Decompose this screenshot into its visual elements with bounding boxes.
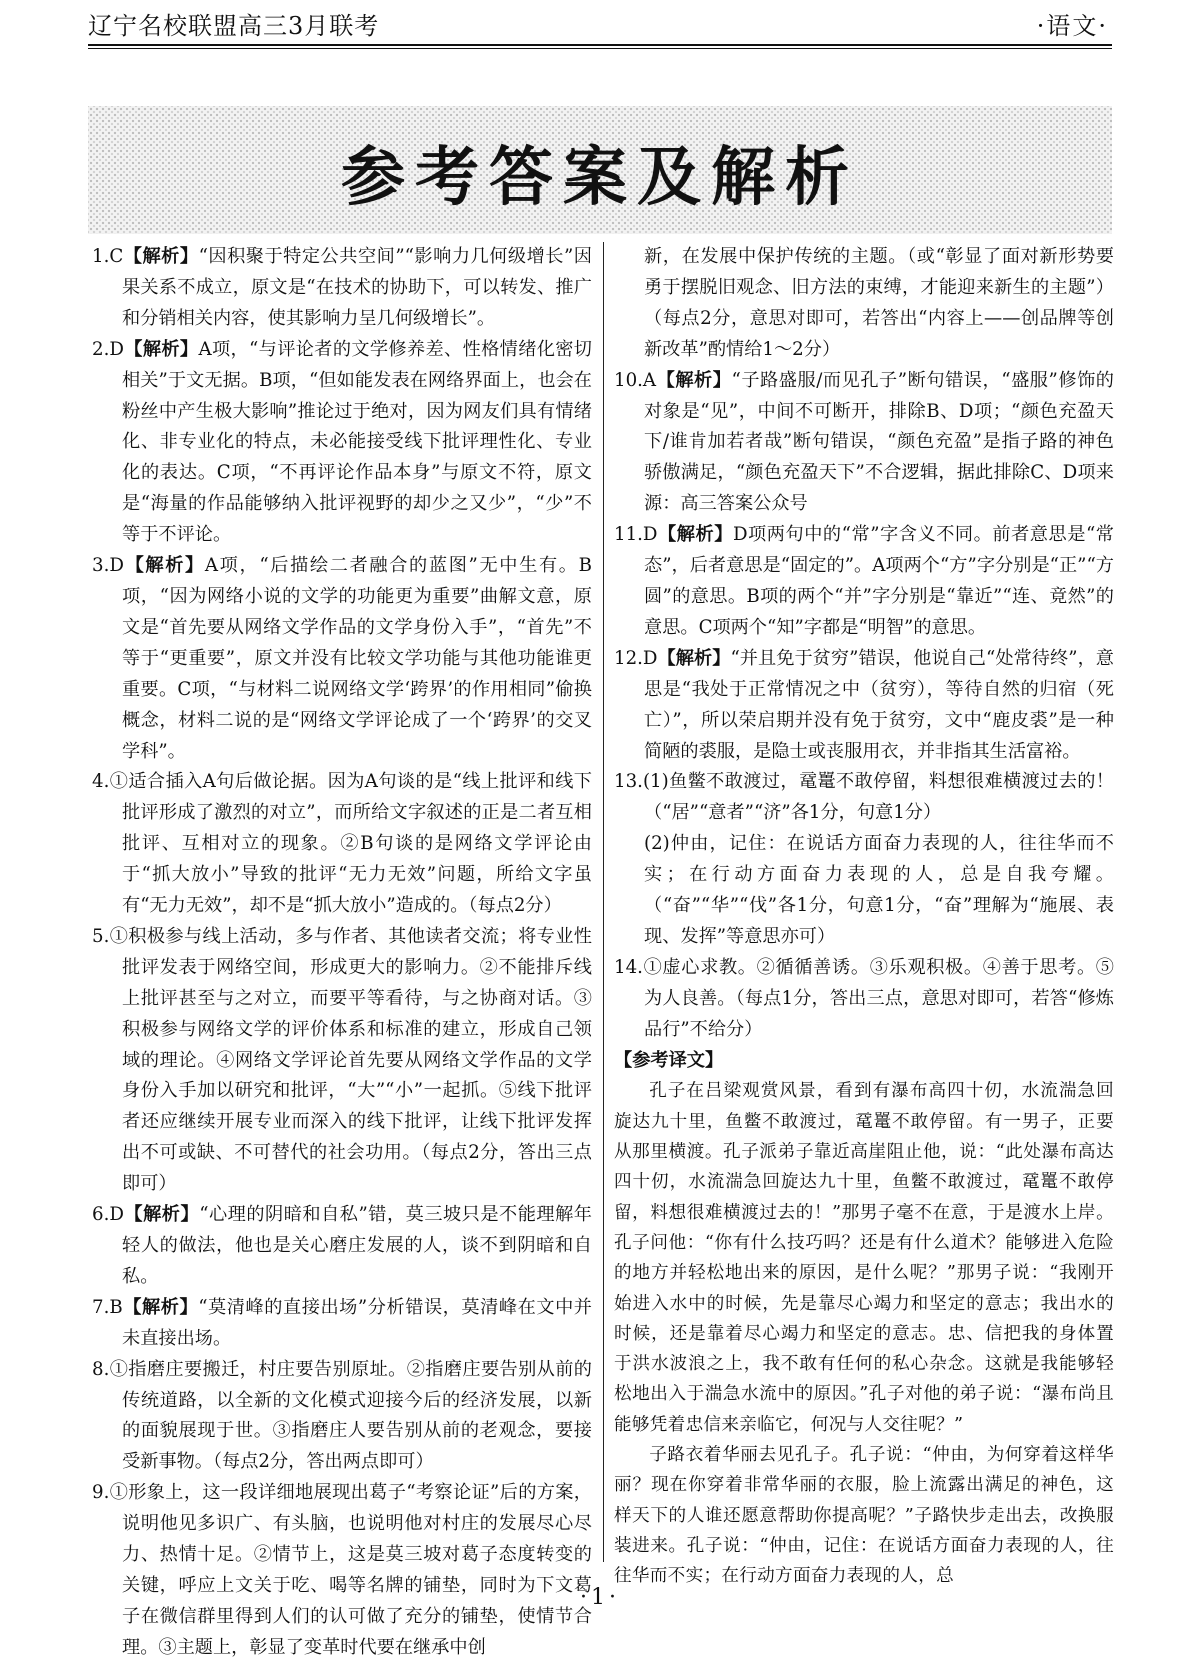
analysis-tag: 【解析】: [123, 338, 199, 360]
answer-9-continuation: 新，在发展中保护传统的主题。（或“彰显了面对新形势要勇于摆脱旧观念、旧方法的束缚，才能迎来新生的主题”）（每点2分，意思对即可，若答出“内容上——创品牌等创新改革”酌情给1～2分）: [644, 246, 1114, 360]
header-subject: ·语文·: [1036, 12, 1108, 40]
answer-text: (1)鱼鳖不敢渡过，鼋鼍不敢停留，料想很难横渡过去的！（“居”“意者”“济”各1分，句意1分）: [642, 771, 1114, 824]
answer-number: 14.: [614, 956, 643, 978]
answer-item: [92, 335, 592, 551]
right-answer-list: [614, 366, 1114, 1046]
translation-paragraph: 孔子在吕梁观赏风景，看到有瀑布高四十仞，水流湍急回旋达九十里，鱼鳖不敢渡过，鼋鼍不敢停留。有一男子，正要从那里横渡。孔子派弟子靠近高崖阻止他，说：“此处瀑布高达四十仞，水流湍急回旋达九十里，鱼鳖不敢渡过，鼋鼍不敢停留，料想很难横渡过去的！”那男子毫不在意，于是渡水上岸。孔子问他：“你有什么技巧吗？还是有什么道术？能够进入危险的地方并轻松地出来的原因，是什么呢？”那男子说：“我刚开始进入水中的时候，先是靠尽心竭力和坚定的意志；我出水的时候，还是靠着尽心竭力和坚定的意志。忠、信把我的身体置于洪水波浪之上，我不敢有任何的私心杂念。这就是我能够轻松地出入于湍急水流中的原因。”孔子对他的弟子说：“瀑布尚且能够凭着忠信来亲临它，何况与人交往呢？”: [614, 1081, 1114, 1435]
analysis-tag: 【解析】: [657, 524, 733, 546]
title-banner: [88, 106, 1112, 234]
answer-item: [614, 366, 1114, 521]
answer-text: D项两句中的“常”字含义不同。前者意思是“常态”，后者意思是“固定的”。A项两个“方”字分别是“正”“方圆”的意思。B项的两个“并”字分别是“靠近”“连、竟然”的意思。C项两个“知”字都是“明智”的意思。: [644, 524, 1114, 638]
page-number: ·1·: [580, 1585, 620, 1610]
answer-item: [92, 1478, 592, 1663]
answer-number: 3.D: [92, 555, 124, 577]
answer-text: A项，“后描绘二者融合的蓝图”无中生有。B项，“因为网络小说的文学的功能更为重要”曲解文意，原文是“首先要从网络文学作品的文学身份入手”，“首先”不等于“更重要”，原文并没有比较文学功能与其他功能谁更重要。C项，“与材料二说网络文学‘跨界’的作用相同”偷换概念，材料二说的是“网络文学评论成了一个‘跨界’的交叉学科”。: [122, 555, 592, 762]
answer-number: 7.B: [92, 1296, 123, 1318]
answer-number: 2.D: [92, 338, 124, 360]
answer-item: [614, 644, 1114, 768]
answer-text: A项，“与评论者的文学修养差、性格情绪化密切相关”于文无据。B项，“但如能发表在网络界面上，也会在粉丝中产生极大影响”推论过于绝对，因为网友们具有情绪化、非专业化的特点，未必能接受线下批评理性化、专业化的表达。C项，“不再评论作品本身”与原文不符，原文是“海量的作品能够纳入批评视野的却少之又少”，“少”不等于不评论。: [122, 338, 592, 546]
answer-item: [614, 520, 1114, 644]
answer-text: ①积极参与线上活动，多与作者、其他读者交流；将专业性批评发表于网络空间，形成更大的影响力。②不能排斥线上批评甚至与之对立，而要平等看待，与之协商对话。③积极参与网络文学的评价体系和标准的建立，形成自己领域的理论。④网络文学评论首先要从网络文学作品的文学身份入手加以研究和批评，“大”“小”一起抓。⑤线下批评者还应继续开展专业而深入的线下批评，让线下批评发挥出不可或缺、不可替代的社会功用。（每点2分，答出三点即可）: [109, 925, 592, 1195]
header-rule-thin: [88, 48, 1112, 49]
answer-item: [614, 767, 1114, 829]
answer-number: 8.: [92, 1358, 110, 1380]
answer-item: [92, 1200, 592, 1293]
translation-heading: 【参考译文】: [614, 1049, 724, 1071]
answer-text: “并且免于贫穷”错误，他说自己“处常待终”，意思是“我处于正常情况之中（贫穷），等待自然的归宿（死亡）”，所以荣启期并没有免于贫穷，文中“鹿皮裘”是一种简陋的裘服，是隐士或丧服用衣，并非指其生活富裕。: [644, 647, 1114, 762]
answer-item: [92, 1293, 592, 1355]
answer-text: “莫清峰的直接出场”分析错误，莫清峰在文中并未直接出场。: [122, 1296, 592, 1349]
header-left-title: 辽宁名校联盟高三3月联考: [88, 12, 380, 40]
analysis-tag: 【解析】: [122, 1296, 199, 1318]
answer-item: [92, 922, 592, 1200]
answer-number: 10.A: [614, 369, 657, 391]
answer-text: ①指磨庄要搬迁，村庄要告别原址。②指磨庄要告别从前的传统道路，以全新的文化模式迎接今后的经济发展，以新的面貌展现于世。③指磨庄人要告别从前的老观念，要接受新事物。（每点2分，答出两点即可）: [109, 1358, 592, 1473]
answer-text: ①虚心求教。②循循善诱。③乐观积极。④善于思考。⑤为人良善。（每点1分，答出三点，意思对即可，若答“修炼品行”不给分）: [642, 956, 1114, 1040]
answer-number: 1.C: [92, 246, 124, 267]
answer-text: “因积聚于特定公共空间”“影响力几何级增长”因果关系不成立，原文是“在技术的协助下，可以转发、推广和分销相关内容，使其影响力呈几何级增长”。: [122, 246, 592, 329]
answer-text: (2)仲由，记住：在说话方面奋力表现的人，往往华而不实；在行动方面奋力表现的人，总是自我夸耀。（“奋”“华”“伐”各1分，句意1分，“奋”理解为“施展、表现、发挥”等意思亦可）: [644, 833, 1114, 947]
answer-item: [92, 551, 592, 767]
right-column: [614, 242, 1114, 1592]
answer-item: [614, 829, 1114, 953]
answer-text: “心理的阴暗和自私”错，莫三坡只是不能理解年轻人的做法，他也是关心磨庄发展的人，谈不到阴暗和自私。: [122, 1204, 592, 1287]
answer-text: ①形象上，这一段详细地展现出葛子“考察论证”后的方案，说明他见多识广、有头脑，也说明他对村庄的发展尽心尽力、热情十足。②情节上，这是莫三坡对葛子态度转变的关键，呼应上文关于吃、喝等名牌的铺垫，同时为下文葛子在微信群里得到人们的认可做了充分的铺垫，使情节合理。③主题上，彰显了变革时代要在继承中创: [109, 1482, 592, 1658]
answer-item: [92, 242, 592, 335]
banner-title: 参考答案及解析: [341, 141, 859, 215]
answer-item: [92, 1355, 592, 1479]
left-column: [92, 242, 592, 1664]
header-rule: [88, 44, 1112, 46]
translation-body: [614, 1076, 1114, 1591]
answer-number: 13.: [614, 771, 643, 793]
answer-number: 5.: [92, 925, 110, 947]
column-divider: [603, 242, 604, 1562]
answer-number: 6.D: [92, 1204, 124, 1226]
answer-text: “子路盛服/而见孔子”断句错误，“盛服”修饰的对象是“见”，中间不可断开，排除B、D项；“颜色充盈天下/谁肯加若者哉”断句错误，“颜色充盈”是指子路的神色骄傲满足，“颜色充盈天下”不合逻辑，据此排除C、D项来源：高三答案公众号: [644, 369, 1114, 515]
translation-paragraph: 子路衣着华丽去见孔子。孔子说：“仲由，为何穿着这样华丽？现在你穿着非常华丽的衣服，脸上流露出满足的神色，这样天下的人谁还愿意帮助你提高呢？”子路快步走出去，改换服装进来。孔子说：“仲由，记住：在说话方面奋力表现的人，往往华而不实；在行动方面奋力表现的人，总: [614, 1445, 1114, 1587]
answer-item: [614, 953, 1114, 1046]
answer-item: [92, 767, 592, 922]
analysis-tag: 【解析】: [656, 369, 732, 391]
answer-number: 4.: [92, 771, 110, 793]
answer-number: 11.D: [614, 524, 658, 546]
answer-number: 9.: [92, 1482, 110, 1504]
analysis-tag: 【解析】: [657, 647, 731, 669]
answer-text: ①适合插入A句后做论据。因为A句谈的是“线上批评和线下批评形成了激烈的对立”，而所给文字叙述的正是二者互相批评、互相对立的现象。②B句谈的是网络文学评论由于“抓大放小”导致的批评“无力无效”问题，所给文字虽有“无力无效”，却不是“抓大放小”造成的。（每点2分）: [109, 771, 592, 917]
analysis-tag: 【解析】: [123, 246, 199, 267]
analysis-tag: 【解析】: [123, 1204, 200, 1226]
answer-number: 12.D: [614, 647, 658, 669]
analysis-tag: 【解析】: [123, 555, 205, 577]
